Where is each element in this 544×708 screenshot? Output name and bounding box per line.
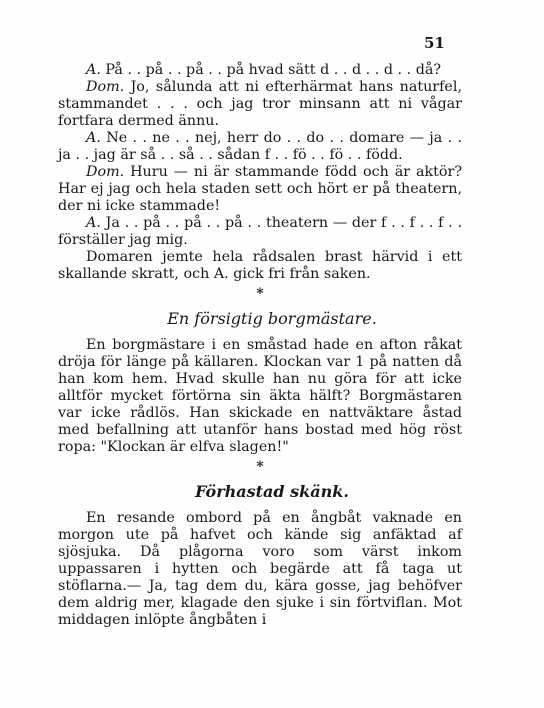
dialogue-text: Huru — ni är stammande född och är aktör? Har ej jag och hela staden sett och hört er på theatern, der ni icke stammade! [58, 164, 463, 214]
dialogue-paragraph [58, 79, 462, 130]
dialogue-paragraph [58, 130, 462, 164]
dialogue-text: På . . på . . på . . på hvad sätt d . . d . . d . . då? [105, 62, 442, 78]
dialogue-text: Ja . . på . . på . . på . . theatern — der f . . f . . f . . förställer jag mig. [58, 215, 462, 248]
page-number: 51 [424, 34, 445, 52]
speaker-label: A. [86, 62, 101, 78]
dialogue-text: Jo, sålunda att ni efterhärmat hans naturfel, stammandet . . . och jag tror minsann att ni vågar fortfara dermed ännu. [58, 79, 462, 129]
section-separator: * [256, 286, 264, 302]
anecdote-paragraph: En borgmästare i en småstad hade en afton råkat dröja för länge på källaren. Klockan var 1 på natten då han kom hem. Hvad skulle han nu göra för att icke alltför mycket förtörna sin äkta hälft? Borgmästaren var icke rådlös. Han skickade en nattväktare åstad med befallning att utanför hans bostad med hög röst ropa: "Klockan är elfva slagen!" [58, 337, 462, 455]
section-title: Förhastad skänk. [195, 482, 349, 501]
speaker-label: A. [86, 215, 101, 231]
dialogue-paragraph [58, 164, 462, 215]
dialogue-paragraph [58, 62, 462, 79]
dialogue-paragraph [58, 215, 462, 249]
speaker-label: Dom. [86, 79, 125, 95]
speaker-label: A. [86, 130, 101, 146]
section-separator: * [256, 459, 264, 475]
anecdote-paragraph: En resande ombord på en ångbåt vaknade en morgon ute på hafvet och kände sig anfäktad af sjösjuka. Då plågorna voro som värst inkom uppassaren i hytten och begärde att få taga ut stöflarna.— Ja, tag dem du, kära gosse, jag behöfver dem aldrig mer, klagade den sjuke i sin förtviflan. Mot middagen inlöpte ångbåten i [58, 510, 462, 628]
speaker-label: Dom. [86, 164, 125, 180]
dialogue-text: Ne . . ne . . nej, herr do . . do . . domare — ja . . ja . . jag är så . . så . . sådan f . . fö . . fö . . född. [58, 130, 462, 163]
page-body [58, 62, 462, 629]
section-title: En försigtig borgmästare. [167, 309, 377, 328]
closing-paragraph: Domaren jemte hela rådsalen brast härvid i ett skallande skratt, och A. gick fri från saken. [58, 249, 462, 282]
